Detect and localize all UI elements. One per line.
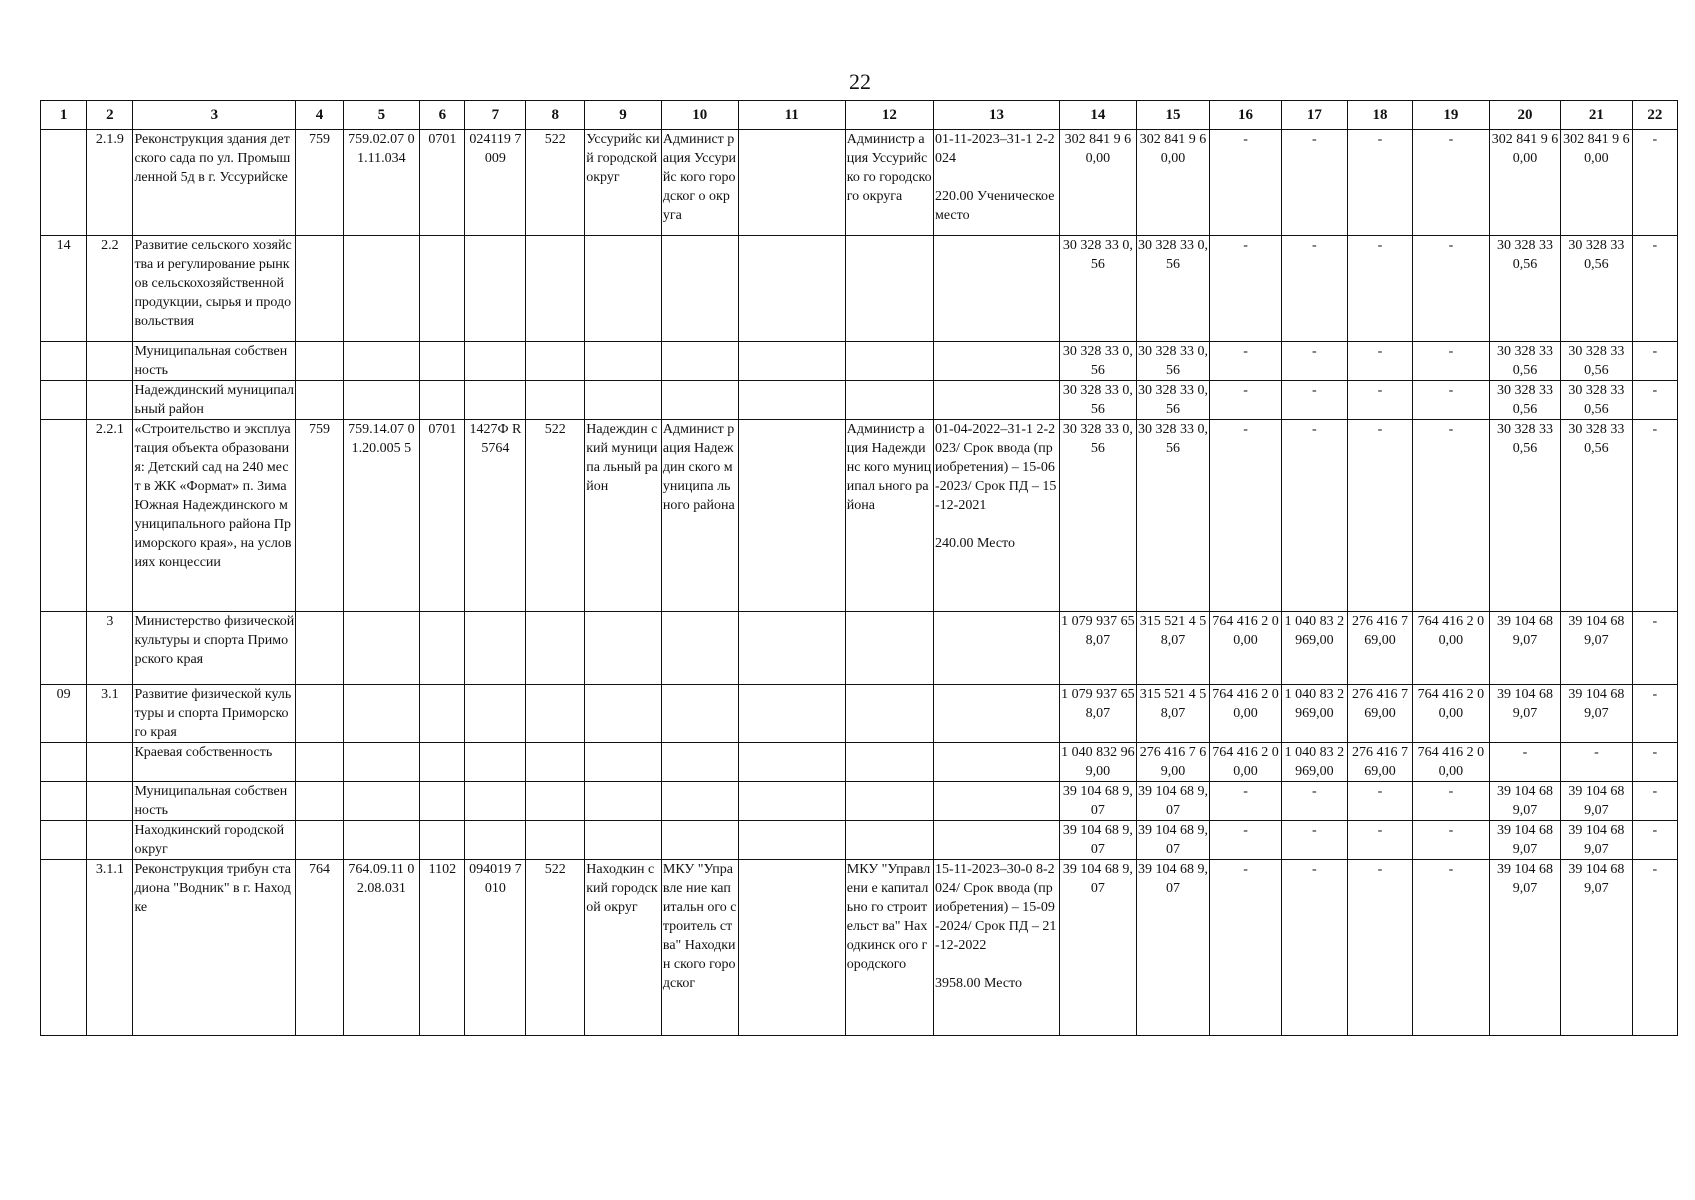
table-cell: - — [1281, 130, 1347, 236]
column-header: 5 — [343, 101, 420, 130]
column-header: 1 — [41, 101, 87, 130]
table-cell: Администр ация Надеждинс кого муниципал ьного района — [845, 420, 933, 612]
table-cell: - — [1281, 342, 1347, 381]
table-cell — [585, 743, 662, 782]
table-cell — [526, 612, 585, 685]
table-cell — [87, 381, 133, 420]
table-cell — [738, 782, 845, 821]
table-cell — [41, 381, 87, 420]
table-row — [41, 821, 1678, 860]
table-cell: - — [1413, 420, 1490, 612]
table-cell: 30 328 33 0,56 — [1136, 236, 1210, 342]
table-cell: 30 328 33 0,56 — [1136, 342, 1210, 381]
table-cell: - — [1632, 821, 1677, 860]
table-cell: Краевая собственность — [133, 743, 296, 782]
table-cell: - — [1413, 130, 1490, 236]
table-cell: - — [1281, 420, 1347, 612]
table-cell: - — [1413, 821, 1490, 860]
table-cell: 3.1.1 — [87, 860, 133, 1036]
table-cell: - — [1489, 743, 1560, 782]
table-cell: - — [1347, 821, 1412, 860]
table-cell — [738, 236, 845, 342]
table-cell: 2.1.9 — [87, 130, 133, 236]
table-cell: 276 416 769,00 — [1347, 612, 1412, 685]
table-cell: 39 104 68 9,07 — [1136, 821, 1210, 860]
table-cell: - — [1281, 782, 1347, 821]
table-cell — [296, 612, 343, 685]
table-cell — [343, 685, 420, 743]
table-cell: Уссурийс кий городской округ — [585, 130, 662, 236]
table-cell — [934, 612, 1060, 685]
table-cell — [465, 612, 526, 685]
table-cell — [585, 612, 662, 685]
table-cell: 1102 — [420, 860, 465, 1036]
table-cell: 14 — [41, 236, 87, 342]
table-cell: 39 104 68 9,07 — [1136, 782, 1210, 821]
table-cell: 30 328 33 0,56 — [1060, 381, 1137, 420]
table-row — [41, 381, 1678, 420]
table-cell: 1 079 937 658,07 — [1060, 685, 1137, 743]
table-cell: 39 104 68 9,07 — [1060, 821, 1137, 860]
table-cell — [738, 821, 845, 860]
table-cell: 1 040 83 2 969,00 — [1281, 743, 1347, 782]
table-cell — [526, 685, 585, 743]
table-cell: Надеждинский муниципальный район — [133, 381, 296, 420]
table-cell: 759.02.07 01.11.034 — [343, 130, 420, 236]
table-cell: 30 328 33 0,56 — [1060, 342, 1137, 381]
table-cell — [526, 236, 585, 342]
table-cell — [661, 612, 738, 685]
table-cell — [343, 782, 420, 821]
table-cell: 764 416 2 00,00 — [1413, 612, 1490, 685]
table-cell: 30 328 33 0,56 — [1060, 236, 1137, 342]
table-cell: 764.09.11 02.08.031 — [343, 860, 420, 1036]
table-cell — [934, 782, 1060, 821]
table-cell — [87, 743, 133, 782]
table-cell — [296, 685, 343, 743]
table-cell: Муниципальная собственность — [133, 782, 296, 821]
table-cell: - — [1413, 782, 1490, 821]
table-cell: - — [1210, 130, 1281, 236]
table-cell: 39 104 68 9,07 — [1060, 782, 1137, 821]
table-cell: 276 416 769,00 — [1347, 685, 1412, 743]
table-row — [41, 612, 1678, 685]
table-cell: - — [1210, 821, 1281, 860]
column-header: 20 — [1489, 101, 1560, 130]
table-cell: 094019 7010 — [465, 860, 526, 1036]
table-cell: - — [1413, 236, 1490, 342]
page-number: 22 — [849, 69, 871, 94]
table-cell — [41, 130, 87, 236]
table-cell: Находкин ский городской округ — [585, 860, 662, 1036]
table-cell: - — [1413, 860, 1490, 1036]
table-cell: 30 328 33 0,56 — [1489, 236, 1560, 342]
table-row — [41, 685, 1678, 743]
table-cell — [420, 743, 465, 782]
column-header: 6 — [420, 101, 465, 130]
table-cell: 1 079 937 658,07 — [1060, 612, 1137, 685]
table-cell — [420, 612, 465, 685]
table-cell: - — [1632, 860, 1677, 1036]
table-cell: Муниципальная собственность — [133, 342, 296, 381]
header-row — [41, 101, 1678, 130]
table-cell — [845, 381, 933, 420]
table-cell: - — [1347, 860, 1412, 1036]
table-cell: 39 104 68 9,07 — [1561, 612, 1632, 685]
table-cell: 764 416 2 00,00 — [1413, 743, 1490, 782]
table-cell: - — [1632, 782, 1677, 821]
table-cell: - — [1413, 381, 1490, 420]
column-header: 16 — [1210, 101, 1281, 130]
table-cell: 1 040 832 969,00 — [1060, 743, 1137, 782]
table-cell: - — [1347, 420, 1412, 612]
table-cell: 30 328 33 0,56 — [1060, 420, 1137, 612]
table-cell: 09 — [41, 685, 87, 743]
table-cell — [845, 782, 933, 821]
table-cell — [585, 342, 662, 381]
budget-table — [40, 100, 1678, 1036]
table-cell — [738, 685, 845, 743]
table-cell — [526, 743, 585, 782]
table-cell — [526, 342, 585, 381]
table-cell: 30 328 33 0,56 — [1489, 381, 1560, 420]
table-cell: - — [1210, 782, 1281, 821]
table-cell: 39 104 68 9,07 — [1489, 612, 1560, 685]
table-cell: 30 328 33 0,56 — [1561, 420, 1632, 612]
table-cell — [420, 821, 465, 860]
table-cell: - — [1632, 130, 1677, 236]
table-row — [41, 236, 1678, 342]
table-cell: - — [1347, 342, 1412, 381]
table-cell: 15-11-2023–30-0 8-2024/ Срок ввода (приобретения) – 15-09-2024/ Срок ПД – 21-12-2022 3958.00 Место — [934, 860, 1060, 1036]
column-header: 7 — [465, 101, 526, 130]
column-header: 18 — [1347, 101, 1412, 130]
table-cell: «Строительство и эксплуатация объекта образования: Детский сад на 240 мест в ЖК «Формат» п. Зима Южная Надеждинского муниципального района Приморского края», на условиях концессии — [133, 420, 296, 612]
table-cell — [738, 860, 845, 1036]
column-header: 12 — [845, 101, 933, 130]
table-cell: - — [1413, 342, 1490, 381]
table-cell — [343, 612, 420, 685]
table-cell: 30 328 33 0,56 — [1489, 342, 1560, 381]
table-cell: 764 416 2 00,00 — [1210, 612, 1281, 685]
table-cell — [934, 685, 1060, 743]
table-row — [41, 743, 1678, 782]
table-cell: - — [1210, 342, 1281, 381]
table-cell — [585, 685, 662, 743]
table-cell: 1 040 83 2 969,00 — [1281, 685, 1347, 743]
table-cell: Министерство физической культуры и спорта Приморского края — [133, 612, 296, 685]
table-cell — [585, 782, 662, 821]
table-cell: 39 104 68 9,07 — [1489, 685, 1560, 743]
table-cell — [87, 821, 133, 860]
table-cell: - — [1210, 381, 1281, 420]
table-cell: Находкинский городской округ — [133, 821, 296, 860]
table-cell: - — [1561, 743, 1632, 782]
table-cell: 315 521 4 58,07 — [1136, 612, 1210, 685]
table-cell — [420, 381, 465, 420]
table-cell: - — [1632, 342, 1677, 381]
table-cell: 759 — [296, 420, 343, 612]
table-cell — [845, 236, 933, 342]
table-cell: - — [1632, 612, 1677, 685]
table-cell — [41, 821, 87, 860]
column-header: 4 — [296, 101, 343, 130]
table-cell: Развитие сельского хозяйства и регулирование рынков сельскохозяйственной продукции, сырья и продовольствия — [133, 236, 296, 342]
table-cell — [465, 821, 526, 860]
table-cell: 522 — [526, 420, 585, 612]
column-header: 2 — [87, 101, 133, 130]
table-cell: 276 416 769,00 — [1347, 743, 1412, 782]
table-row — [41, 130, 1678, 236]
table-cell — [420, 236, 465, 342]
table-cell — [420, 342, 465, 381]
table-cell — [526, 821, 585, 860]
table-cell: МКУ "Управле ние капитальн ого строитель ства" Находкин ского городског — [661, 860, 738, 1036]
table-cell: 39 104 68 9,07 — [1561, 685, 1632, 743]
column-header: 10 — [661, 101, 738, 130]
table-cell: - — [1281, 860, 1347, 1036]
table-cell — [585, 381, 662, 420]
table-cell: - — [1210, 860, 1281, 1036]
table-cell — [738, 342, 845, 381]
table-cell — [526, 381, 585, 420]
table-cell — [420, 782, 465, 821]
table-cell: 39 104 68 9,07 — [1561, 860, 1632, 1036]
table-cell: Надеждин ский муниципа льный район — [585, 420, 662, 612]
table-cell: 276 416 7 69,00 — [1136, 743, 1210, 782]
table-cell: 0701 — [420, 420, 465, 612]
table-cell: 39 104 68 9,07 — [1489, 860, 1560, 1036]
table-cell: - — [1347, 130, 1412, 236]
table-cell: Реконструкция здания детского сада по ул. Промышленной 5д в г. Уссурийске — [133, 130, 296, 236]
table-cell — [296, 782, 343, 821]
table-cell: 302 841 9 60,00 — [1060, 130, 1137, 236]
table-cell: 759.14.07 01.20.005 5 — [343, 420, 420, 612]
table-cell — [296, 821, 343, 860]
table-cell — [465, 381, 526, 420]
table-cell — [661, 743, 738, 782]
table-cell — [41, 782, 87, 821]
table-cell — [934, 743, 1060, 782]
table-cell — [465, 685, 526, 743]
table-cell: 1 040 83 2 969,00 — [1281, 612, 1347, 685]
table-cell — [661, 821, 738, 860]
table-cell — [465, 782, 526, 821]
table-cell — [296, 381, 343, 420]
table-cell: - — [1210, 420, 1281, 612]
table-cell: 764 416 2 00,00 — [1210, 743, 1281, 782]
table-cell: 30 328 33 0,56 — [1561, 236, 1632, 342]
column-header: 21 — [1561, 101, 1632, 130]
table-cell: 39 104 68 9,07 — [1060, 860, 1137, 1036]
table-row — [41, 782, 1678, 821]
table-cell — [343, 743, 420, 782]
table-cell — [934, 342, 1060, 381]
table-cell — [738, 612, 845, 685]
table-cell: 302 841 9 60,00 — [1561, 130, 1632, 236]
table-cell: 522 — [526, 130, 585, 236]
table-row — [41, 860, 1678, 1036]
table-cell — [296, 236, 343, 342]
table-cell: 2.2.1 — [87, 420, 133, 612]
table-cell: 302 841 9 60,00 — [1489, 130, 1560, 236]
table-cell: 30 328 33 0,56 — [1561, 381, 1632, 420]
table-cell: 1427Ф R5764 — [465, 420, 526, 612]
column-header: 13 — [934, 101, 1060, 130]
table-cell: 01-11-2023–31-1 2-2024 220.00 Ученическое место — [934, 130, 1060, 236]
table-cell: 01-04-2022–31-1 2-2023/ Срок ввода (приобретения) – 15-06-2023/ Срок ПД – 15-12-2021 240.00 Место — [934, 420, 1060, 612]
column-header: 22 — [1632, 101, 1677, 130]
table-cell — [845, 685, 933, 743]
table-cell — [41, 612, 87, 685]
table-cell: Реконструкция трибун стадиона "Водник" в г. Находке — [133, 860, 296, 1036]
table-cell — [296, 743, 343, 782]
table-row — [41, 342, 1678, 381]
table-cell — [343, 821, 420, 860]
table-cell: - — [1347, 236, 1412, 342]
table-cell — [738, 743, 845, 782]
table-cell — [845, 743, 933, 782]
table-cell: 764 416 2 00,00 — [1210, 685, 1281, 743]
table-cell — [41, 420, 87, 612]
table-cell — [845, 612, 933, 685]
column-header: 8 — [526, 101, 585, 130]
table-cell — [661, 342, 738, 381]
table-cell — [738, 130, 845, 236]
table-cell: 764 — [296, 860, 343, 1036]
table-cell: Админист рация Надеждин ского муниципа льного района — [661, 420, 738, 612]
table-cell: 024119 7009 — [465, 130, 526, 236]
table-cell — [87, 342, 133, 381]
table-cell — [41, 342, 87, 381]
table-cell: Развитие физической культуры и спорта Приморского края — [133, 685, 296, 743]
table-cell: Админист рация Уссурийс кого городског о округа — [661, 130, 738, 236]
table-cell — [296, 342, 343, 381]
table-cell — [738, 381, 845, 420]
table-cell: 39 104 68 9,07 — [1561, 782, 1632, 821]
table-cell: 522 — [526, 860, 585, 1036]
table-cell — [465, 236, 526, 342]
table-cell — [585, 236, 662, 342]
table-cell: 30 328 33 0,56 — [1561, 342, 1632, 381]
table-cell — [41, 860, 87, 1036]
table-cell: 39 104 68 9,07 — [1136, 860, 1210, 1036]
table-cell — [420, 685, 465, 743]
table-row — [41, 420, 1678, 612]
table-cell — [661, 236, 738, 342]
column-header: 11 — [738, 101, 845, 130]
table-cell — [661, 685, 738, 743]
table-cell: 315 521 4 58,07 — [1136, 685, 1210, 743]
table-cell — [934, 381, 1060, 420]
table-cell — [526, 782, 585, 821]
table-cell: 39 104 68 9,07 — [1561, 821, 1632, 860]
table-cell: - — [1281, 821, 1347, 860]
table-cell: МКУ "Управлени е капитально го строительст ва" Находкинск ого городского — [845, 860, 933, 1036]
table-cell: 30 328 33 0,56 — [1136, 420, 1210, 612]
column-header: 14 — [1060, 101, 1137, 130]
table-cell: 3.1 — [87, 685, 133, 743]
column-header: 15 — [1136, 101, 1210, 130]
table-cell — [934, 236, 1060, 342]
table-cell: - — [1632, 685, 1677, 743]
table-cell: 0701 — [420, 130, 465, 236]
column-header: 19 — [1413, 101, 1490, 130]
table-cell: - — [1632, 420, 1677, 612]
table-cell: 39 104 68 9,07 — [1489, 821, 1560, 860]
table-cell: 759 — [296, 130, 343, 236]
table-cell: 30 328 33 0,56 — [1489, 420, 1560, 612]
table-cell — [585, 821, 662, 860]
table-cell: 302 841 9 60,00 — [1136, 130, 1210, 236]
column-header: 9 — [585, 101, 662, 130]
table-cell — [343, 236, 420, 342]
table-cell: - — [1347, 782, 1412, 821]
table-cell — [465, 743, 526, 782]
table-cell: Администр ация Уссурийско го городского округа — [845, 130, 933, 236]
table-cell — [845, 821, 933, 860]
table-cell — [343, 342, 420, 381]
table-cell: 3 — [87, 612, 133, 685]
table-cell: 30 328 33 0,56 — [1136, 381, 1210, 420]
table-cell: - — [1210, 236, 1281, 342]
table-cell — [661, 381, 738, 420]
table-cell — [845, 342, 933, 381]
table-cell: - — [1281, 236, 1347, 342]
column-header: 17 — [1281, 101, 1347, 130]
table-cell: 2.2 — [87, 236, 133, 342]
table-cell — [41, 743, 87, 782]
table-cell — [738, 420, 845, 612]
column-header: 3 — [133, 101, 296, 130]
table-cell: - — [1632, 743, 1677, 782]
table-cell — [661, 782, 738, 821]
table-cell — [934, 821, 1060, 860]
table-cell: 39 104 68 9,07 — [1489, 782, 1560, 821]
table-cell: - — [1281, 381, 1347, 420]
table-cell — [87, 782, 133, 821]
table-cell: - — [1347, 381, 1412, 420]
table-cell — [465, 342, 526, 381]
table-cell: - — [1632, 236, 1677, 342]
table-cell — [343, 381, 420, 420]
table-cell: - — [1632, 381, 1677, 420]
table-cell: 764 416 2 00,00 — [1413, 685, 1490, 743]
